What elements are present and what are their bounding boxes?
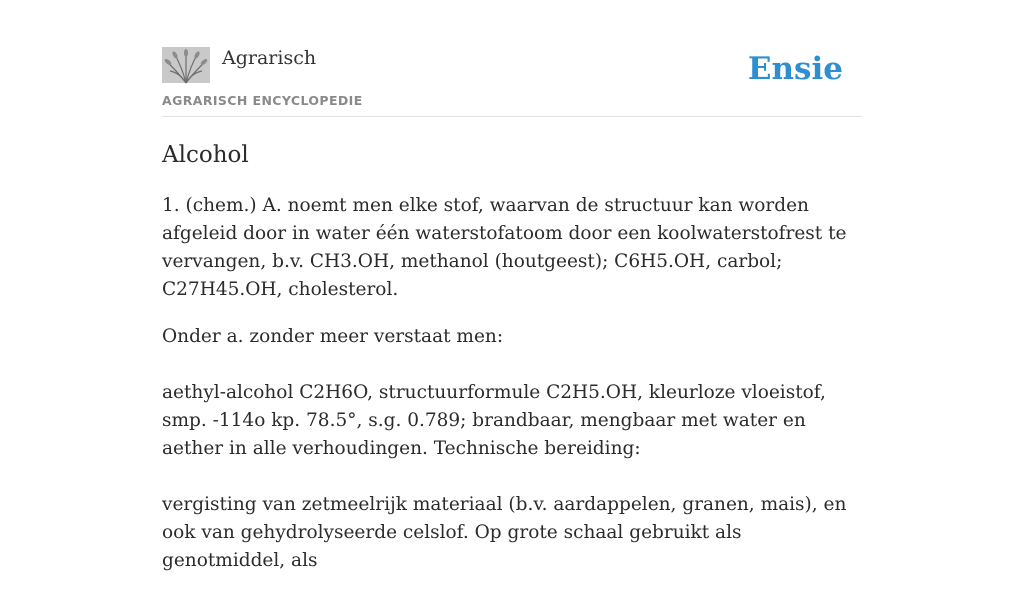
paragraph: aethyl-alcohol C2H6O, structuurformule C2H5.OH, kleurloze vloeistof, smp. -114o kp. 78.5°, s.g. 0.789; brandbaar, mengbaar met water en aether in alle verhoudingen. Technische bereiding:: [162, 382, 826, 459]
wheat-icon[interactable]: [162, 47, 210, 83]
source-subtitle: AGRARISCH ENCYCLOPEDIE: [162, 93, 363, 108]
page: [162, 0, 862, 571]
article-body: [162, 192, 862, 594]
source-name[interactable]: Agrarisch: [222, 47, 317, 69]
paragraph: vergisting van zetmeelrijk materiaal (b.v. aardappelen, granen, mais), en ook van gehydrolyseerde celslof. Op grote schaal gebruikt als genotmiddel, als: [162, 494, 847, 571]
page-title: Alcohol: [162, 142, 249, 168]
header: [162, 0, 862, 117]
paragraph: 1. (chem.) A. noemt men elke stof, waarvan de structuur kan worden afgeleid door in water één waterstofatoom door een koolwaterstofrest te vervangen, b.v. CH3.OH, methanol (houtgeest); C6H5.OH, carbol; C27H45.OH, cholesterol.: [162, 195, 847, 300]
brand-logo[interactable]: Ensie: [747, 51, 843, 87]
paragraph: Onder a. zonder meer verstaat men:: [162, 326, 504, 347]
